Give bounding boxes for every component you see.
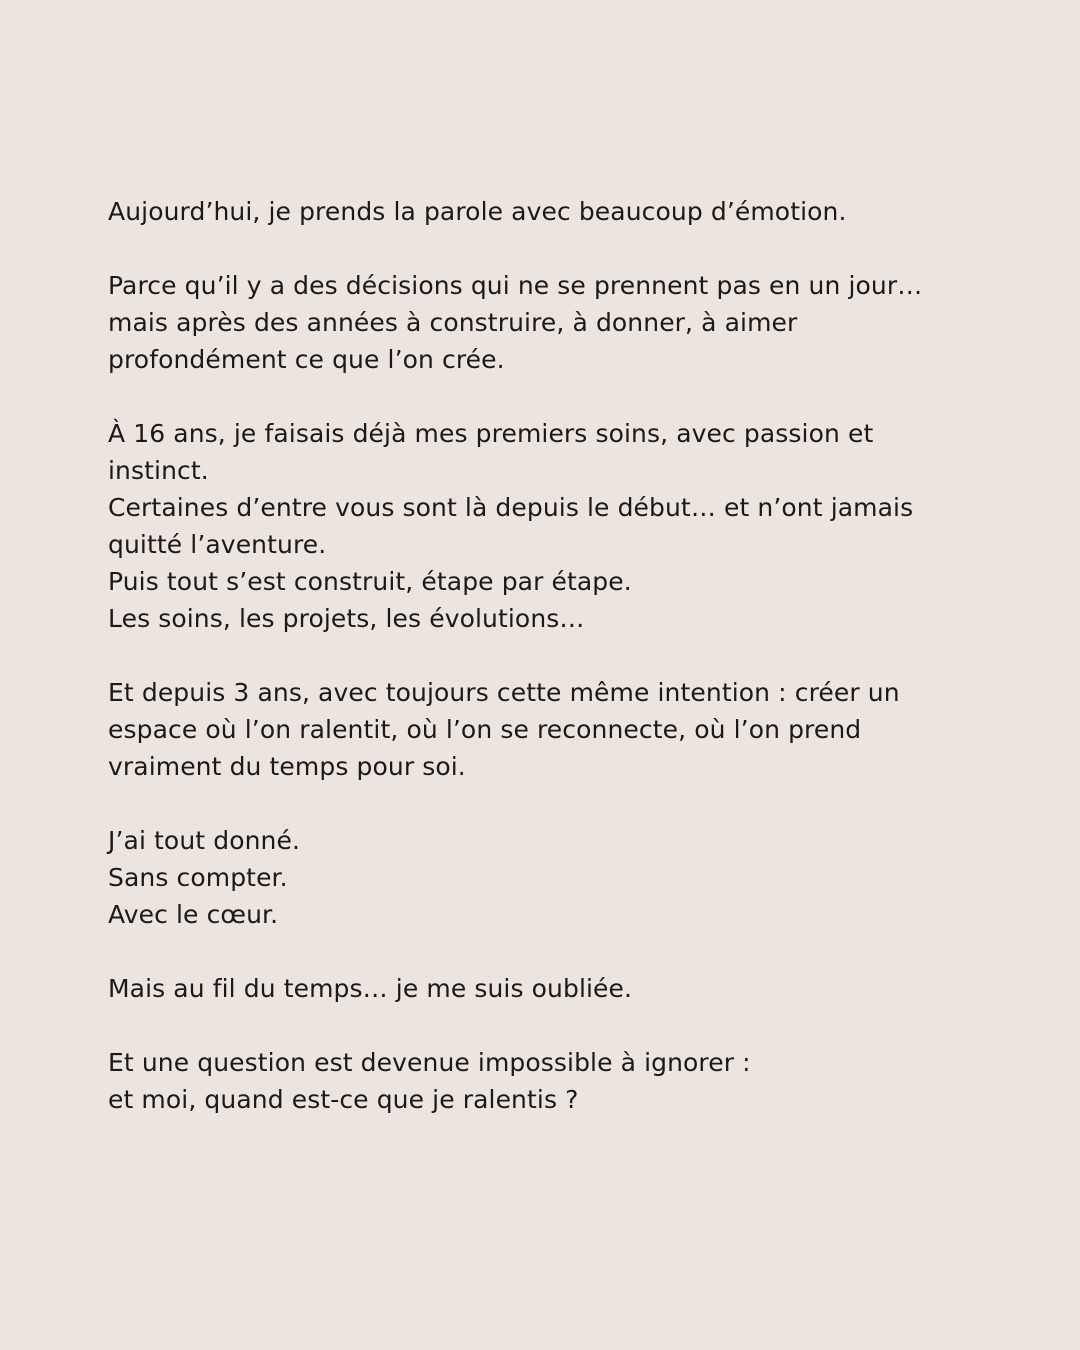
text-line: profondément ce que l’on crée. (108, 345, 505, 374)
text-line: Certaines d’entre vous sont là depuis le début… et n’ont jamais (108, 493, 914, 522)
paragraph-decisions (108, 267, 978, 378)
text-line: Parce qu’il y a des décisions qui ne se prennent pas en un jour… (108, 271, 923, 300)
paragraph-question (108, 1044, 978, 1118)
text-line: Aujourd’hui, je prends la parole avec beaucoup d’émotion. (108, 197, 847, 226)
text-line: et moi, quand est-ce que je ralentis ? (108, 1085, 579, 1114)
text-line: Avec le cœur. (108, 900, 279, 929)
text-line: Et depuis 3 ans, avec toujours cette même intention : créer un (108, 678, 900, 707)
text-line: espace où l’on ralentit, où l’on se reconnecte, où l’on prend (108, 715, 862, 744)
message-text (108, 193, 978, 1155)
paragraph-gave-everything (108, 822, 978, 933)
text-line: Mais au fil du temps… je me suis oubliée. (108, 974, 633, 1003)
text-line: vraiment du temps pour soi. (108, 752, 466, 781)
text-line: À 16 ans, je faisais déjà mes premiers soins, avec passion et (108, 419, 874, 448)
text-line: instinct. (108, 456, 209, 485)
text-line: mais après des années à construire, à donner, à aimer (108, 308, 798, 337)
paragraph-forgot-myself (108, 970, 978, 1007)
paragraph-beginning (108, 415, 978, 637)
paragraph-intention (108, 674, 978, 785)
text-line: quitté l’aventure. (108, 530, 327, 559)
text-line: Puis tout s’est construit, étape par étape. (108, 567, 632, 596)
text-line: Et une question est devenue impossible à ignorer : (108, 1048, 751, 1077)
text-line: J’ai tout donné. (108, 826, 301, 855)
text-line: Les soins, les projets, les évolutions… (108, 604, 585, 633)
text-line: Sans compter. (108, 863, 288, 892)
paragraph-intro (108, 193, 978, 230)
